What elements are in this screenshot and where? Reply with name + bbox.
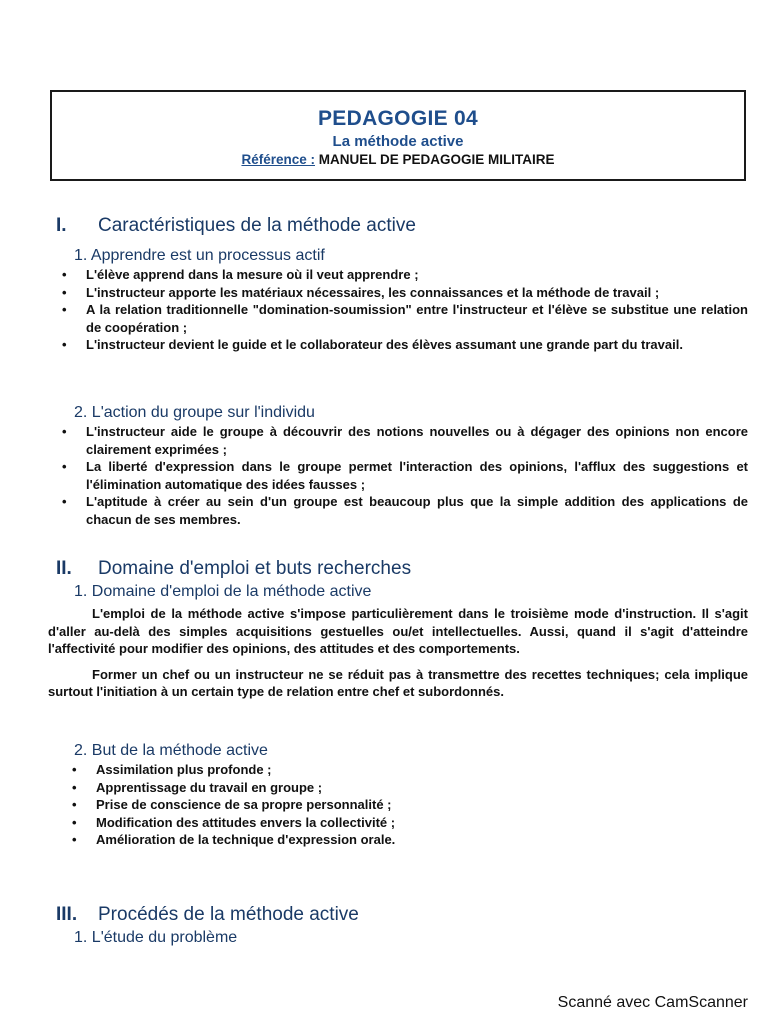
list-item: • Modification des attitudes envers la collectivité ;: [66, 814, 748, 832]
subsection-title: 1. L'étude du problème: [74, 929, 238, 946]
section-number: I.: [56, 215, 67, 236]
list-item: • L'instructeur aide le groupe à découvrir des notions nouvelles ou à dégager des opinions non encore clairement exprimées ;: [56, 423, 748, 458]
list-item: • La liberté d'expression dans le groupe permet l'interaction des opinions, l'afflux des suggestions et l'élimination automatique des idées fausses ;: [56, 458, 748, 493]
document-subtitle: La méthode active: [332, 133, 464, 150]
list-item: • L'instructeur devient le guide et le collaborateur des élèves assumant une grande part du travail.: [56, 336, 748, 354]
section-title: [56, 214, 748, 238]
document-header: [50, 90, 746, 181]
section-3: [56, 903, 748, 948]
list-item: • Amélioration de la technique d'expression orale.: [66, 831, 748, 849]
subsection-title: 2. But de la méthode active: [74, 742, 268, 759]
section-number: III.: [56, 904, 78, 925]
list-item: • L'élève apprend dans la mesure où il veut apprendre ;: [56, 266, 748, 284]
reference-line: [52, 151, 744, 169]
list-item: • Apprentissage du travail en groupe ;: [66, 779, 748, 797]
list-item: • Prise de conscience de sa propre personnalité ;: [66, 796, 748, 814]
subsection-title: 1. Apprendre est un processus actif: [74, 247, 325, 264]
list-item: • Assimilation plus profonde ;: [66, 761, 748, 779]
section-heading: Caractéristiques de la méthode active: [98, 215, 416, 236]
subsection-title: 2. L'action du groupe sur l'individu: [74, 404, 315, 421]
bullet-list: [56, 266, 748, 354]
section-heading: Procédés de la méthode active: [98, 904, 359, 925]
subsection-title: 1. Domaine d'emploi de la méthode active: [74, 583, 372, 600]
subsection-2-1-body: [48, 605, 748, 701]
subsection-2-2: [56, 741, 748, 849]
list-item: • L'instructeur apporte les matériaux nécessaires, les connaissances et la méthode de travail ;: [56, 284, 748, 302]
reference-value: MANUEL DE PEDAGOGIE MILITAIRE: [318, 152, 555, 167]
paragraph: L'emploi de la méthode active s'impose particulièrement dans le troisième mode d'instruction. Il s'agit d'aller au-delà des simples acquisitions gestuelles ou/et intellectuelles. Aussi, quand il s'agit d'atteindre l'affectivité pour modifier des opinions, des attitudes et des comportements.: [48, 606, 748, 656]
paragraph: Former un chef ou un instructeur ne se réduit pas à transmettre des recettes techniques; cela implique surtout l'initiation à un certain type de relation entre chef et subordonnés.: [48, 666, 748, 699]
reference-label: Référence :: [241, 152, 315, 167]
bullet-list: [56, 423, 748, 528]
section-heading: Domaine d'emploi et buts recherches: [98, 558, 412, 579]
subsection-1-1: [56, 246, 748, 354]
document-title: PEDAGOGIE 04: [318, 107, 478, 130]
list-item: • L'aptitude à créer au sein d'un groupe est beaucoup plus que la simple addition des applications de chacun de ses membres.: [56, 493, 748, 528]
section-1: [56, 214, 748, 238]
section-number: II.: [56, 558, 72, 579]
section-2: [56, 557, 748, 602]
section-title: [56, 557, 748, 581]
subsection-1-2: [56, 403, 748, 528]
camscanner-watermark: Scanné avec CamScanner: [557, 994, 748, 1011]
list-item: • A la relation traditionnelle "domination-soumission" entre l'instructeur et l'élève se substitue une relation de coopération ;: [56, 301, 748, 336]
bullet-list: [66, 761, 748, 849]
section-title: [56, 903, 748, 927]
